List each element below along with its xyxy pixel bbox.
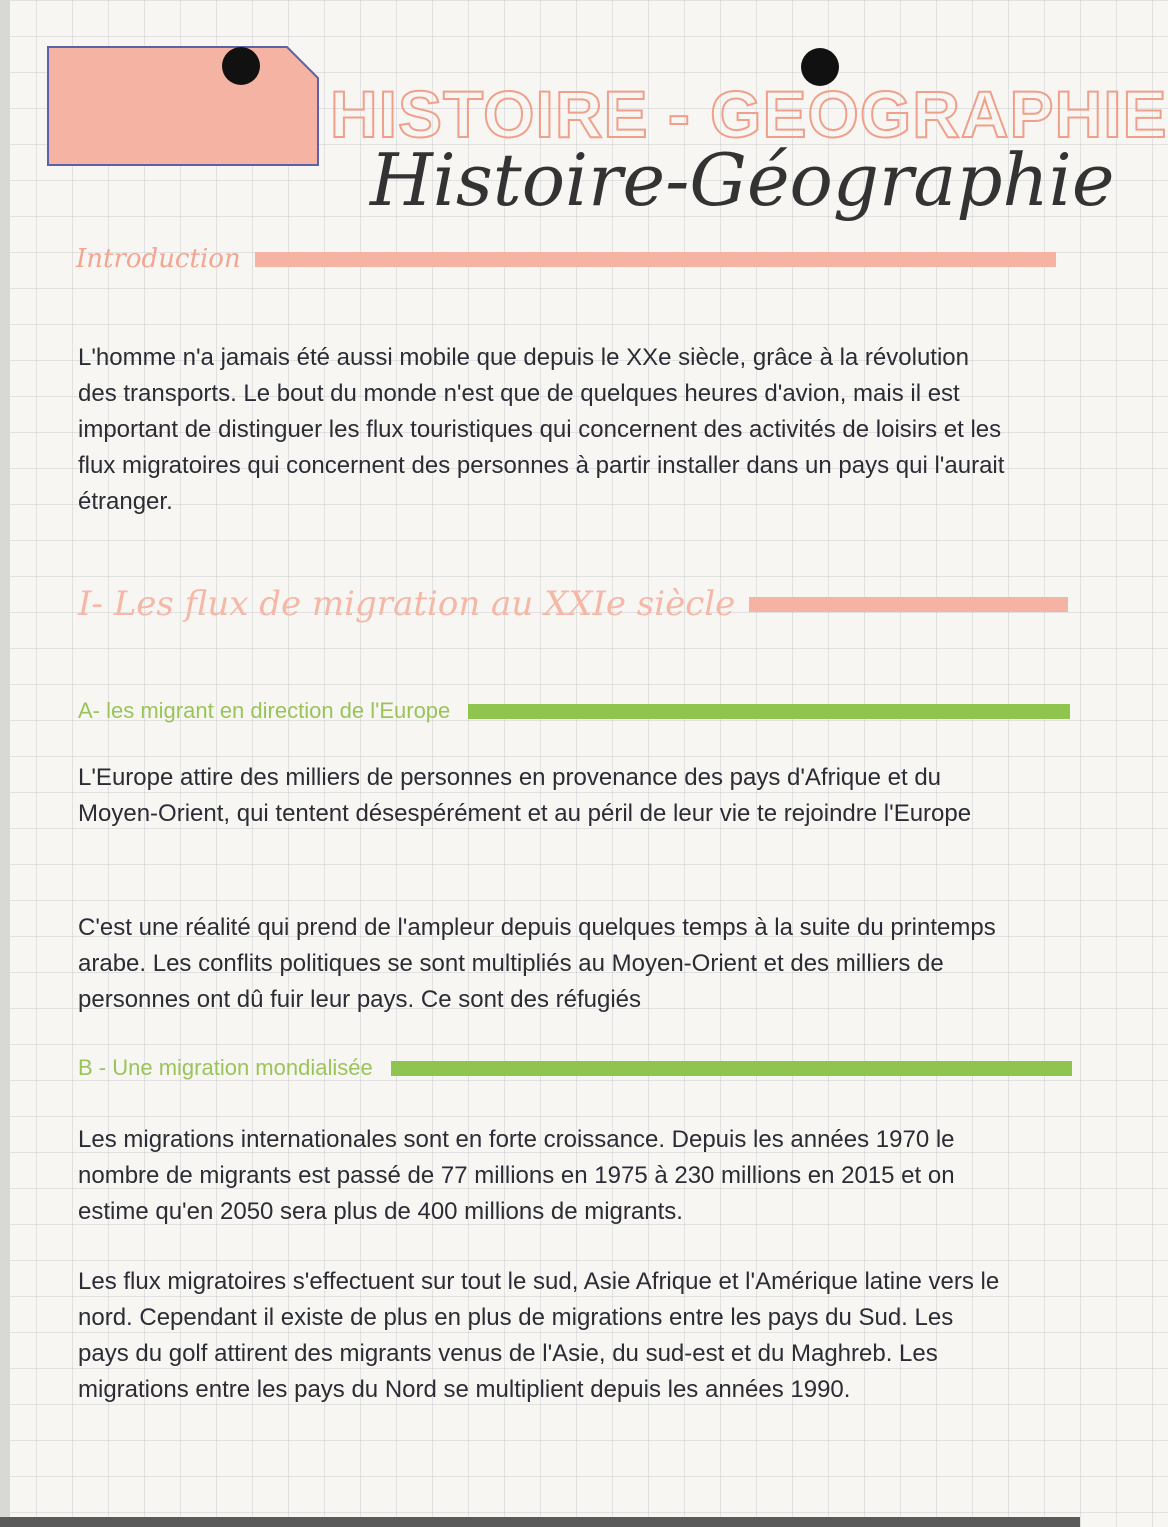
- section-a-underline-bar: [468, 704, 1070, 719]
- introduction-underline-bar: [255, 252, 1056, 267]
- page-title: [330, 76, 1168, 246]
- section-a-paragraph-1: L'Europe attire des milliers de personnes en provenance des pays d'Afrique et du Moyen-Orient, qui tentent désespérément et au péril de leur vie te rejoindre l'Europe: [78, 764, 972, 827]
- section-b-heading-row: [78, 1055, 1072, 1081]
- notebook-binding-edge: [0, 0, 10, 1527]
- page-bottom-edge: [0, 1517, 1080, 1527]
- part1-underline-bar: [749, 597, 1068, 612]
- introduction-heading: Introduction: [76, 244, 241, 274]
- section-b-underline-bar: [391, 1061, 1072, 1076]
- introduction-heading-row: [76, 244, 1056, 274]
- title-script: Histoire-Géographie: [370, 138, 1115, 222]
- part1-heading: I- Les flux de migration au XXIe siècle: [78, 584, 736, 624]
- section-b-paragraph-1: Les migrations internationales sont en forte croissance. Depuis les années 1970 le nombre de migrants est passé de 77 millions en 1975 à 230 millions en 2015 et on estime qu'en 2050 sera plus de 400 millions de migrants.: [78, 1126, 955, 1225]
- section-a-heading-row: [78, 698, 1070, 724]
- title-outline-caps: HISTOIRE - GEOGRAPHIE: [330, 77, 1168, 151]
- section-a-heading: A- les migrant en direction de l'Europe: [78, 698, 451, 723]
- label-tag: [47, 46, 319, 166]
- section-b-heading: B - Une migration mondialisée: [78, 1055, 373, 1080]
- section-a-paragraph-2: C'est une réalité qui prend de l'ampleur depuis quelques temps à la suite du printemps arabe. Les conflits politiques se sont multipliés au Moyen-Orient et des milliers de personnes ont dû fuir leur pays. Ce sont des réfugiés: [78, 914, 996, 1013]
- introduction-paragraph: L'homme n'a jamais été aussi mobile que depuis le XXe siècle, grâce à la révolution des transports. Le bout du monde n'est que de quelques heures d'avion, mais il est important de distinguer les flux touristiques qui concernent des activités de loisirs et les flux migratoires qui concernent des personnes à partir installer dans un pays qui l'aurait étranger.: [78, 344, 1005, 515]
- punch-hole-left: [222, 47, 260, 85]
- part1-heading-row: [78, 584, 1068, 624]
- section-b-paragraph-2: Les flux migratoires s'effectuent sur tout le sud, Asie Afrique et l'Amérique latine vers le nord. Cependant il existe de plus en plus de migrations entre les pays du Sud. Les pays du golf attirent des migrants venus de l'Asie, du sud-est et du Maghreb. Les migrations entre les pays du Nord se multiplient depuis les années 1990.: [78, 1268, 1000, 1403]
